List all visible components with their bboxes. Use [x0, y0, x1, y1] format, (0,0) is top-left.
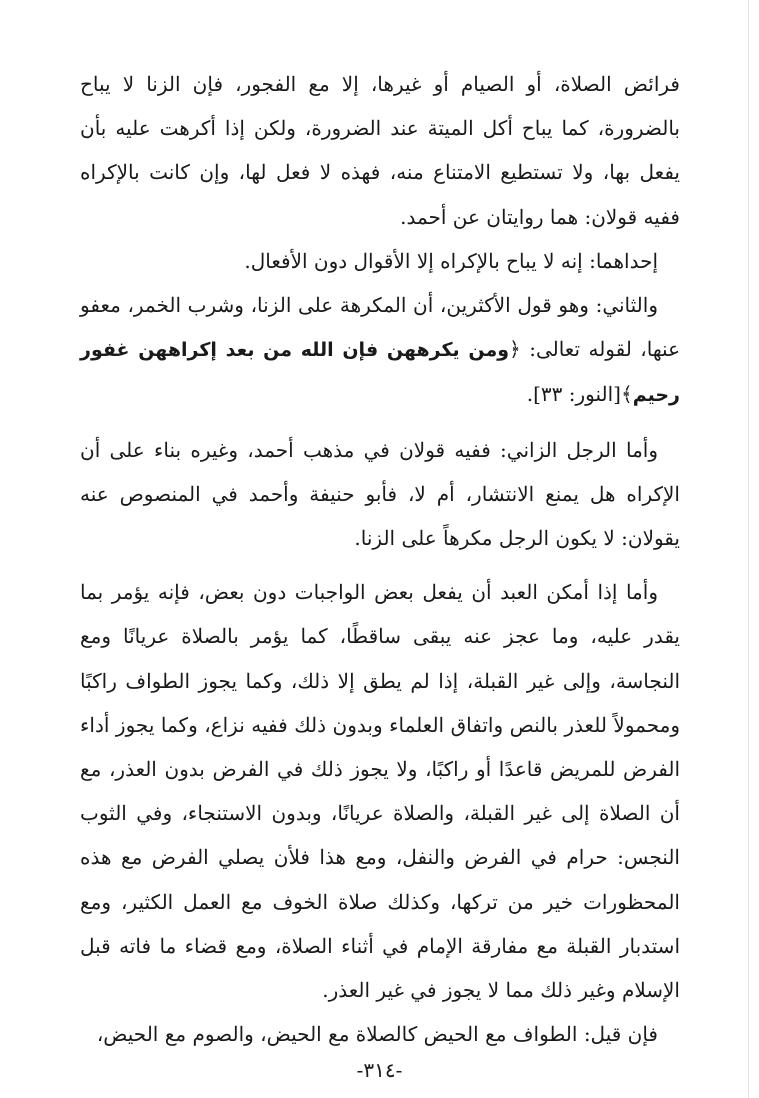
paragraph-5: وأما إذا أمكن العبد أن يفعل بعض الواجبات دون بعض، فإنه يؤمر بما يقدر عليه، وما عجز عنه يبقى ساقطًا، كما يؤمر بالصلاة عريانًا ومع النجاسة، وإلى غير القبلة، إذا لم يطق إلا ذلك، وكما يجوز الطواف راكبًا ومحمولاً للعذر بالنص واتفاق العلماء وبدون ذلك ففيه نزاع، وكما يجوز أداء الفرض للمريض قاعدًا أو راكبًا، ولا يجوز ذلك في الفرض بدون العذر، مع أن الصلاة إلى غير القبلة، والصلاة عريانًا، وبدون الاستنجاء، وفي الثوب النجس: حرام في الفرض والنفل، ومع هذا فلأن يصلي الفرض مع هذه المحظورات خير من تركها، وكذلك صلاة الخوف مع العمل الكثير، ومع استدبار القبلة مع مفارقة الإمام في أثناء الصلاة، ومع قضاء ما فاته قبل الإسلام وغير ذلك مما لا يجوز في غير العذر. — [80, 580, 680, 1003]
quran-verse: ومن يكرههن فإن الله من بعد إكراههن غفور رحيم — [80, 339, 680, 407]
page-number: -٣١٤- — [356, 1058, 403, 1082]
paragraph-1: فرائض الصلاة، أو الصيام أو غيرها، إلا مع الفجور، فإن الزنا لا يباح بالضرورة، كما يباح أكل الميتة عند الضرورة، ولكن إذا أكرهت عليه بأن يفعل بها، ولا تستطيع الامتناع منه، فهذه لا فعل لها، وإن كانت بالإكراه ففيه قولان: هما روايتان عن أحمد. — [80, 72, 680, 229]
page-body — [80, 62, 680, 1056]
paragraph-3 — [80, 283, 680, 418]
paragraph-3-intro: والثاني: وهو قول الأكثرين، أن المكرهة على الزنا، وشرب الخمر، معفو عنها، لقوله تعالى: ﴿ — [80, 293, 681, 362]
page-edge-line — [748, 0, 749, 1098]
verse-citation: ﴾[النور: ٣٣]. — [526, 382, 633, 407]
paragraph-2: إحداهما: إنه لا يباح بالإكراه إلا الأقوال دون الأفعال. — [244, 248, 658, 273]
paragraph-6: فإن قيل: الطواف مع الحيض كالصلاة مع الحيض، والصوم مع الحيض، — [96, 1022, 658, 1047]
paragraph-4: وأما الرجل الزاني: ففيه قولان في مذهب أحمد، وغيره بناء على أن الإكراه هل يمنع الانتشار، أم لا، فأبو حنيفة وأحمد في المنصوص عنه يقولان: لا يكون الرجل مكرهاً على الزنا. — [80, 437, 680, 551]
